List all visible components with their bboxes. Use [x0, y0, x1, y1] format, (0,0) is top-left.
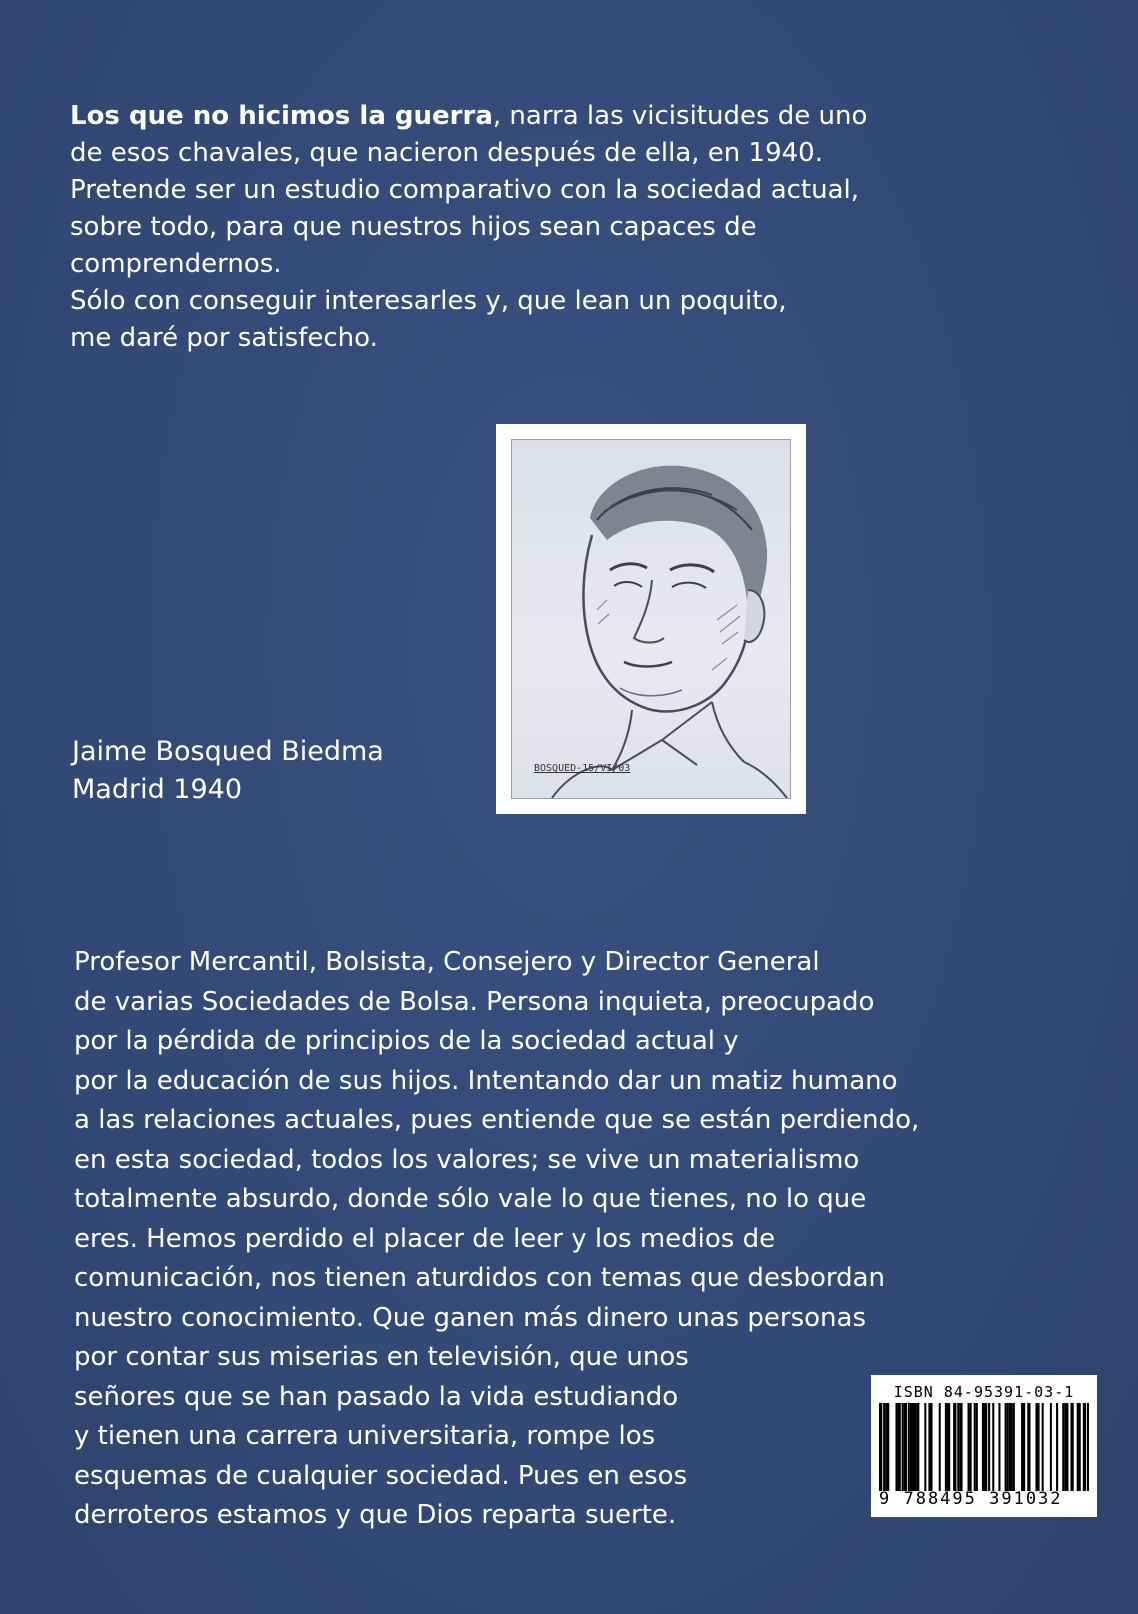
barcode-bar: [1035, 1403, 1037, 1491]
blurb-line: Sólo con conseguir interesarles y, que lean un poquito,: [70, 286, 787, 316]
barcode-bar: [883, 1403, 885, 1491]
barcode-bar: [947, 1403, 950, 1491]
blurb-line: Pretende ser un estudio comparativo con la sociedad actual,: [70, 175, 860, 205]
bio-line: de varias Sociedades de Bolsa. Persona inquieta, preocupado: [74, 986, 875, 1017]
barcode-bar: [953, 1403, 956, 1491]
bio-line: en esta sociedad, todos los valores; se vive un materialismo: [74, 1144, 860, 1175]
ean-digits: 9 788495 391032: [879, 1489, 1063, 1509]
barcode-bar: [1038, 1403, 1040, 1491]
blurb-line: sobre todo, para que nuestros hijos sean capaces de: [70, 212, 757, 242]
author-origin: Madrid 1940: [72, 774, 243, 805]
portrait-sketch: [511, 439, 791, 799]
barcode-bar: [916, 1403, 919, 1491]
barcode-bar: [1062, 1403, 1064, 1491]
barcode-bar: [930, 1403, 932, 1491]
blurb-line: [70, 98, 1070, 135]
barcode-bars: [879, 1403, 1089, 1491]
barcode-bar: [914, 1403, 916, 1491]
bio-line: comunicación, nos tienen aturdidos con temas que desbordan: [74, 1263, 886, 1293]
barcode-bar: [887, 1403, 889, 1491]
barcode-bar: [1005, 1403, 1007, 1491]
bio-line: totalmente absurdo, donde sólo vale lo que tienes, no lo que: [74, 1184, 867, 1214]
barcode-bar: [957, 1403, 959, 1491]
barcode-bar: [984, 1403, 987, 1491]
bio-line: por la pérdida de principios de la sociedad actual y: [74, 1026, 739, 1056]
barcode-bar: [912, 1403, 914, 1491]
barcode-bar: [898, 1403, 901, 1491]
bio-line: señores que se han pasado la vida estudiando: [74, 1381, 679, 1412]
blurb-line: de esos chavales, que nacieron después de ella, en 1940.: [70, 138, 823, 168]
barcode-bar: [1007, 1403, 1009, 1491]
barcode-bar: [1011, 1403, 1013, 1491]
barcode-bar: [970, 1403, 972, 1491]
barcode-bar: [1070, 1403, 1073, 1491]
book-title: Los que no hicimos la guerra: [70, 101, 493, 131]
bio-line: nuestro conocimiento. Que ganen más dinero unas personas: [74, 1302, 867, 1333]
barcode-bar: [879, 1403, 882, 1491]
bio-line: y tienen una carrera universitaria, rompe los: [74, 1421, 656, 1451]
barcode-bar: [939, 1403, 941, 1491]
barcode-bar: [1056, 1403, 1058, 1491]
barcode-bar: [976, 1403, 978, 1491]
barcode-bar: [992, 1403, 994, 1491]
isbn-barcode: [871, 1375, 1097, 1517]
portrait-drawing: [512, 440, 790, 798]
bio-line: eres. Hemos perdido el placer de leer y los medios de: [74, 1223, 776, 1254]
blurb-line-text: , narra las vicisitudes de uno: [492, 101, 868, 131]
barcode-bar: [1087, 1403, 1089, 1491]
barcode-bar: [908, 1403, 910, 1491]
barcode-bar: [982, 1403, 984, 1491]
barcode-bar: [1083, 1403, 1086, 1491]
author-name: Jaime Bosqued Biedma: [72, 736, 384, 767]
barcode-bar: [904, 1403, 907, 1491]
author-info: [72, 733, 384, 809]
barcode-bar: [998, 1403, 1000, 1491]
isbn-number: ISBN 84-95391-03-1: [893, 1383, 1075, 1401]
barcode-bar: [945, 1403, 947, 1491]
bio-line: por contar sus miserias en televisión, que unos: [74, 1342, 689, 1372]
barcode-bar: [1027, 1403, 1030, 1491]
barcode-bar: [974, 1403, 976, 1491]
bio-line: a las relaciones actuales, pues entiende que se están perdiendo,: [74, 1105, 920, 1135]
bio-line: derroteros estamos y que Dios reparta suerte.: [74, 1500, 677, 1530]
barcode-bar: [1079, 1403, 1081, 1491]
barcode-bar: [988, 1403, 990, 1491]
barcode-bar: [1023, 1403, 1025, 1491]
blurb-line: me daré por satisfecho.: [70, 323, 378, 353]
bio-line: esquemas de cualquier sociedad. Pues en esos: [74, 1460, 688, 1491]
barcode-bar: [968, 1403, 970, 1491]
blurb: [70, 98, 1070, 357]
barcode-bar: [1042, 1403, 1044, 1491]
portrait-signature: BOSQUED-15/VI/03: [534, 763, 631, 774]
bio-line: Profesor Mercantil, Bolsista, Consejero y Director General: [74, 947, 820, 977]
author-portrait: [496, 424, 806, 814]
barcode-bar: [1013, 1403, 1015, 1491]
barcode-bar: [924, 1403, 926, 1491]
barcode-bar: [959, 1403, 962, 1491]
barcode-bar: [902, 1403, 904, 1491]
barcode-bar: [1066, 1403, 1068, 1491]
barcode-bar: [1050, 1403, 1052, 1491]
barcode-bar: [895, 1403, 897, 1491]
bio-line: por la educación de sus hijos. Intentando dar un matiz humano: [74, 1065, 898, 1096]
blurb-line: comprendernos.: [70, 249, 282, 279]
